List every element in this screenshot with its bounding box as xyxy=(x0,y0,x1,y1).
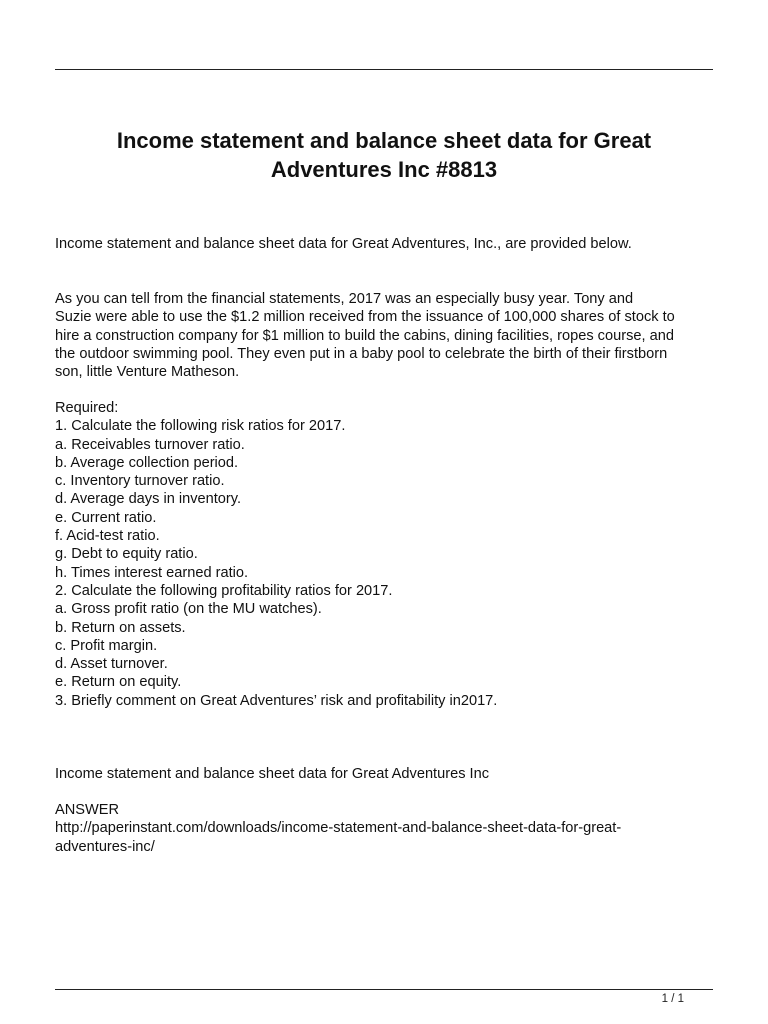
list-item: e. Return on equity. xyxy=(55,674,182,691)
list-item: d. Asset turnover. xyxy=(55,656,168,673)
answer-link-line: adventures-inc/ xyxy=(55,838,155,855)
title-line: Adventures Inc #8813 xyxy=(270,157,498,182)
list-item: 3. Briefly comment on Great Adventures’ risk and profitability in2017. xyxy=(55,692,498,709)
answer-label: ANSWER xyxy=(55,802,120,818)
answer-link-line: http://paperinstant.com/downloads/income-statement-and-balance-sheet-data-for-great- xyxy=(55,820,622,837)
story-line: Suzie were able to use the $1.2 million received from the issuance of 100,000 shares of stock to xyxy=(55,309,675,326)
bottom-divider xyxy=(55,989,713,990)
list-item: c. Profit margin. xyxy=(55,637,158,654)
list-item: 1. Calculate the following risk ratios for 2017. xyxy=(55,418,346,435)
reference-line: Income statement and balance sheet data for Great Adventures Inc xyxy=(55,766,490,782)
list-item: h. Times interest earned ratio. xyxy=(55,564,249,581)
list-item: d. Average days in inventory. xyxy=(55,491,242,508)
document-title xyxy=(55,126,713,184)
list-item: a. Gross profit ratio (on the MU watches). xyxy=(55,601,322,618)
story-paragraph xyxy=(55,290,725,381)
intro-paragraph: Income statement and balance sheet data for Great Adventures, Inc., are provided below. xyxy=(55,236,632,252)
list-item: f. Acid-test ratio. xyxy=(55,528,160,545)
list-item: c. Inventory turnover ratio. xyxy=(55,473,225,490)
list-item: b. Average collection period. xyxy=(55,454,239,471)
story-line: son, little Venture Matheson. xyxy=(55,364,240,381)
top-divider xyxy=(55,69,713,70)
story-line: As you can tell from the financial statements, 2017 was an especially busy year. Tony and xyxy=(55,291,634,307)
list-item: e. Current ratio. xyxy=(55,509,157,526)
list-item: 2. Calculate the following profitability ratios for 2017. xyxy=(55,582,393,599)
list-item: g. Debt to equity ratio. xyxy=(55,546,198,563)
list-item: a. Receivables turnover ratio. xyxy=(55,436,245,453)
page-indicator: 1 / 1 xyxy=(661,993,684,1005)
story-line: hire a construction company for $1 million to build the cabins, dining facilities, ropes course, and xyxy=(55,327,674,344)
title-line: Income statement and balance sheet data for Great xyxy=(116,128,652,153)
answer-link[interactable] xyxy=(55,819,725,856)
answer-section xyxy=(55,801,725,856)
story-line: the outdoor swimming pool. They even put in a baby pool to celebrate the birth of their firstborn xyxy=(55,345,668,362)
list-item: b. Return on assets. xyxy=(55,619,186,636)
required-list xyxy=(55,399,725,710)
required-heading: Required: xyxy=(55,400,119,416)
